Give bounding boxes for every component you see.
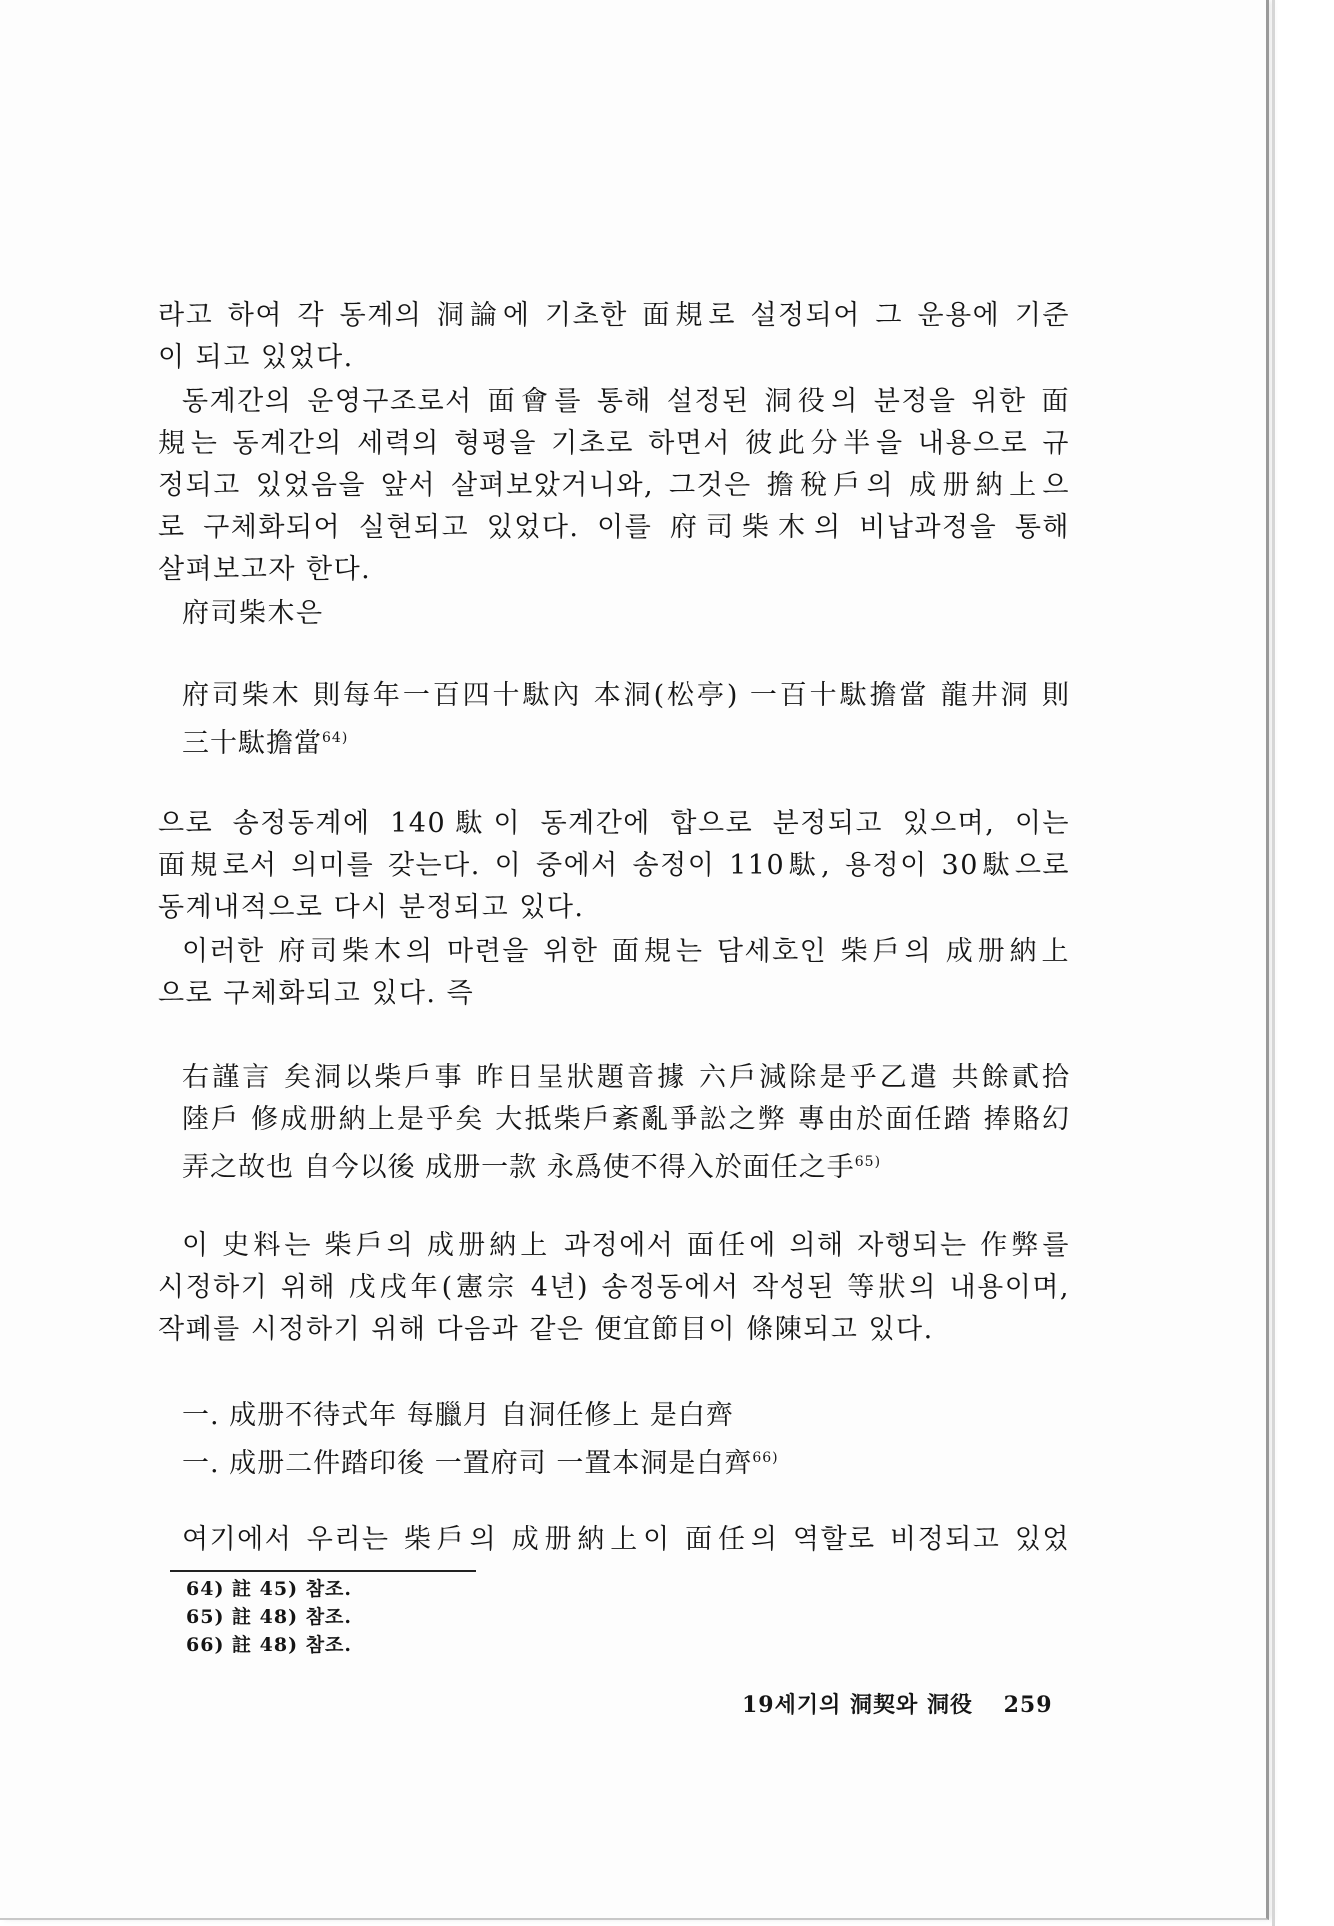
text-line: 살펴보고자 한다. [158,554,372,585]
footnote: 65) 註 48) 참조. [186,1606,353,1628]
list-item: 一. 成册不待式年 每臘月 自洞任修上 是白齊 [182,1400,734,1431]
text-line: 이러한 府司柴木의 마련을 위한 面規는 담세호인 柴戶의 成册納上 [182,936,1070,967]
quote-text: 弄之故也 自今以後 成册一款 永爲使不得入於面任之手 [182,1152,855,1183]
quote-line: 府司柴木 則每年一百四十駄內 本洞(松亭) 一百十駄擔當 龍井洞 則 [182,680,1070,711]
footnote-divider [170,1570,476,1572]
text-line: 으로 구체화되고 있다. 즉 [158,978,475,1009]
list-item-text: 一. 成册二件踏印後 一置府司 一置本洞是白齊 [182,1448,753,1479]
page-number: 259 [1003,1692,1053,1718]
text-line: 동계내적으로 다시 분정되고 있다. [158,892,585,923]
text-line: 이 史料는 柴戶의 成册納上 과정에서 面任에 의해 자행되는 作弊를 [182,1230,1070,1261]
footnote: 66) 註 48) 참조. [186,1634,353,1656]
text-line: 으로 송정동계에 140駄이 동계간에 합으로 분정되고 있으며, 이는 [158,808,1070,839]
footnote-ref: 64) [322,730,349,746]
text-line: 정되고 있었음을 앞서 살펴보았거니와, 그것은 擔稅戶의 成册納上으 [158,470,1070,501]
running-title: 19세기의 洞契와 洞役 [742,1692,973,1718]
quote-line: 陸戶 修成册納上是乎矣 大抵柴戶紊亂爭訟之弊 專由於面任踏 捧賂幻 [182,1104,1070,1135]
footnote-ref: 66) [752,1450,779,1466]
footnote-ref: 65) [854,1154,882,1170]
quote-line: 右謹言 矣洞以柴戶事 昨日呈狀題音據 六戶減除是乎乙遣 共餘貳拾 [182,1062,1070,1093]
quote-text: 三十駄擔當 [182,728,322,759]
footnote: 64) 註 45) 참조. [186,1578,353,1600]
quote-line [182,1142,881,1188]
text-line: 라고 하여 각 동계의 洞論에 기초한 面規로 설정되어 그 운용에 기준 [158,300,1070,331]
text-line: 시정하기 위해 戊戌年(憲宗 4년) 송정동에서 작성된 等狀의 내용이며, [158,1272,1070,1303]
text-line: 작폐를 시정하기 위해 다음과 같은 便宜節目이 條陳되고 있다. [158,1314,934,1345]
text-line: 동계간의 운영구조로서 面會를 통해 설정된 洞役의 분정을 위한 面 [182,386,1070,417]
text-line: 府司柴木은 [182,598,324,629]
text-line: 面規로서 의미를 갖는다. 이 중에서 송정이 110駄, 용정이 30駄으로 [158,850,1070,881]
list-item [182,1438,779,1484]
text-line: 로 구체화되어 실현되고 있었다. 이를 府司柴木의 비납과정을 통해 [158,512,1070,543]
text-line: 이 되고 있었다. [158,342,354,373]
quote-line [182,718,348,764]
text-line: 여기에서 우리는 柴戶의 成册納上이 面任의 역할로 비정되고 있었 [182,1524,1070,1555]
page-footer [742,1688,1053,1719]
page-edge [1272,0,1275,1926]
text-line: 規는 동계간의 세력의 형평을 기초로 하면서 彼此分半을 내용으로 규 [158,428,1070,459]
